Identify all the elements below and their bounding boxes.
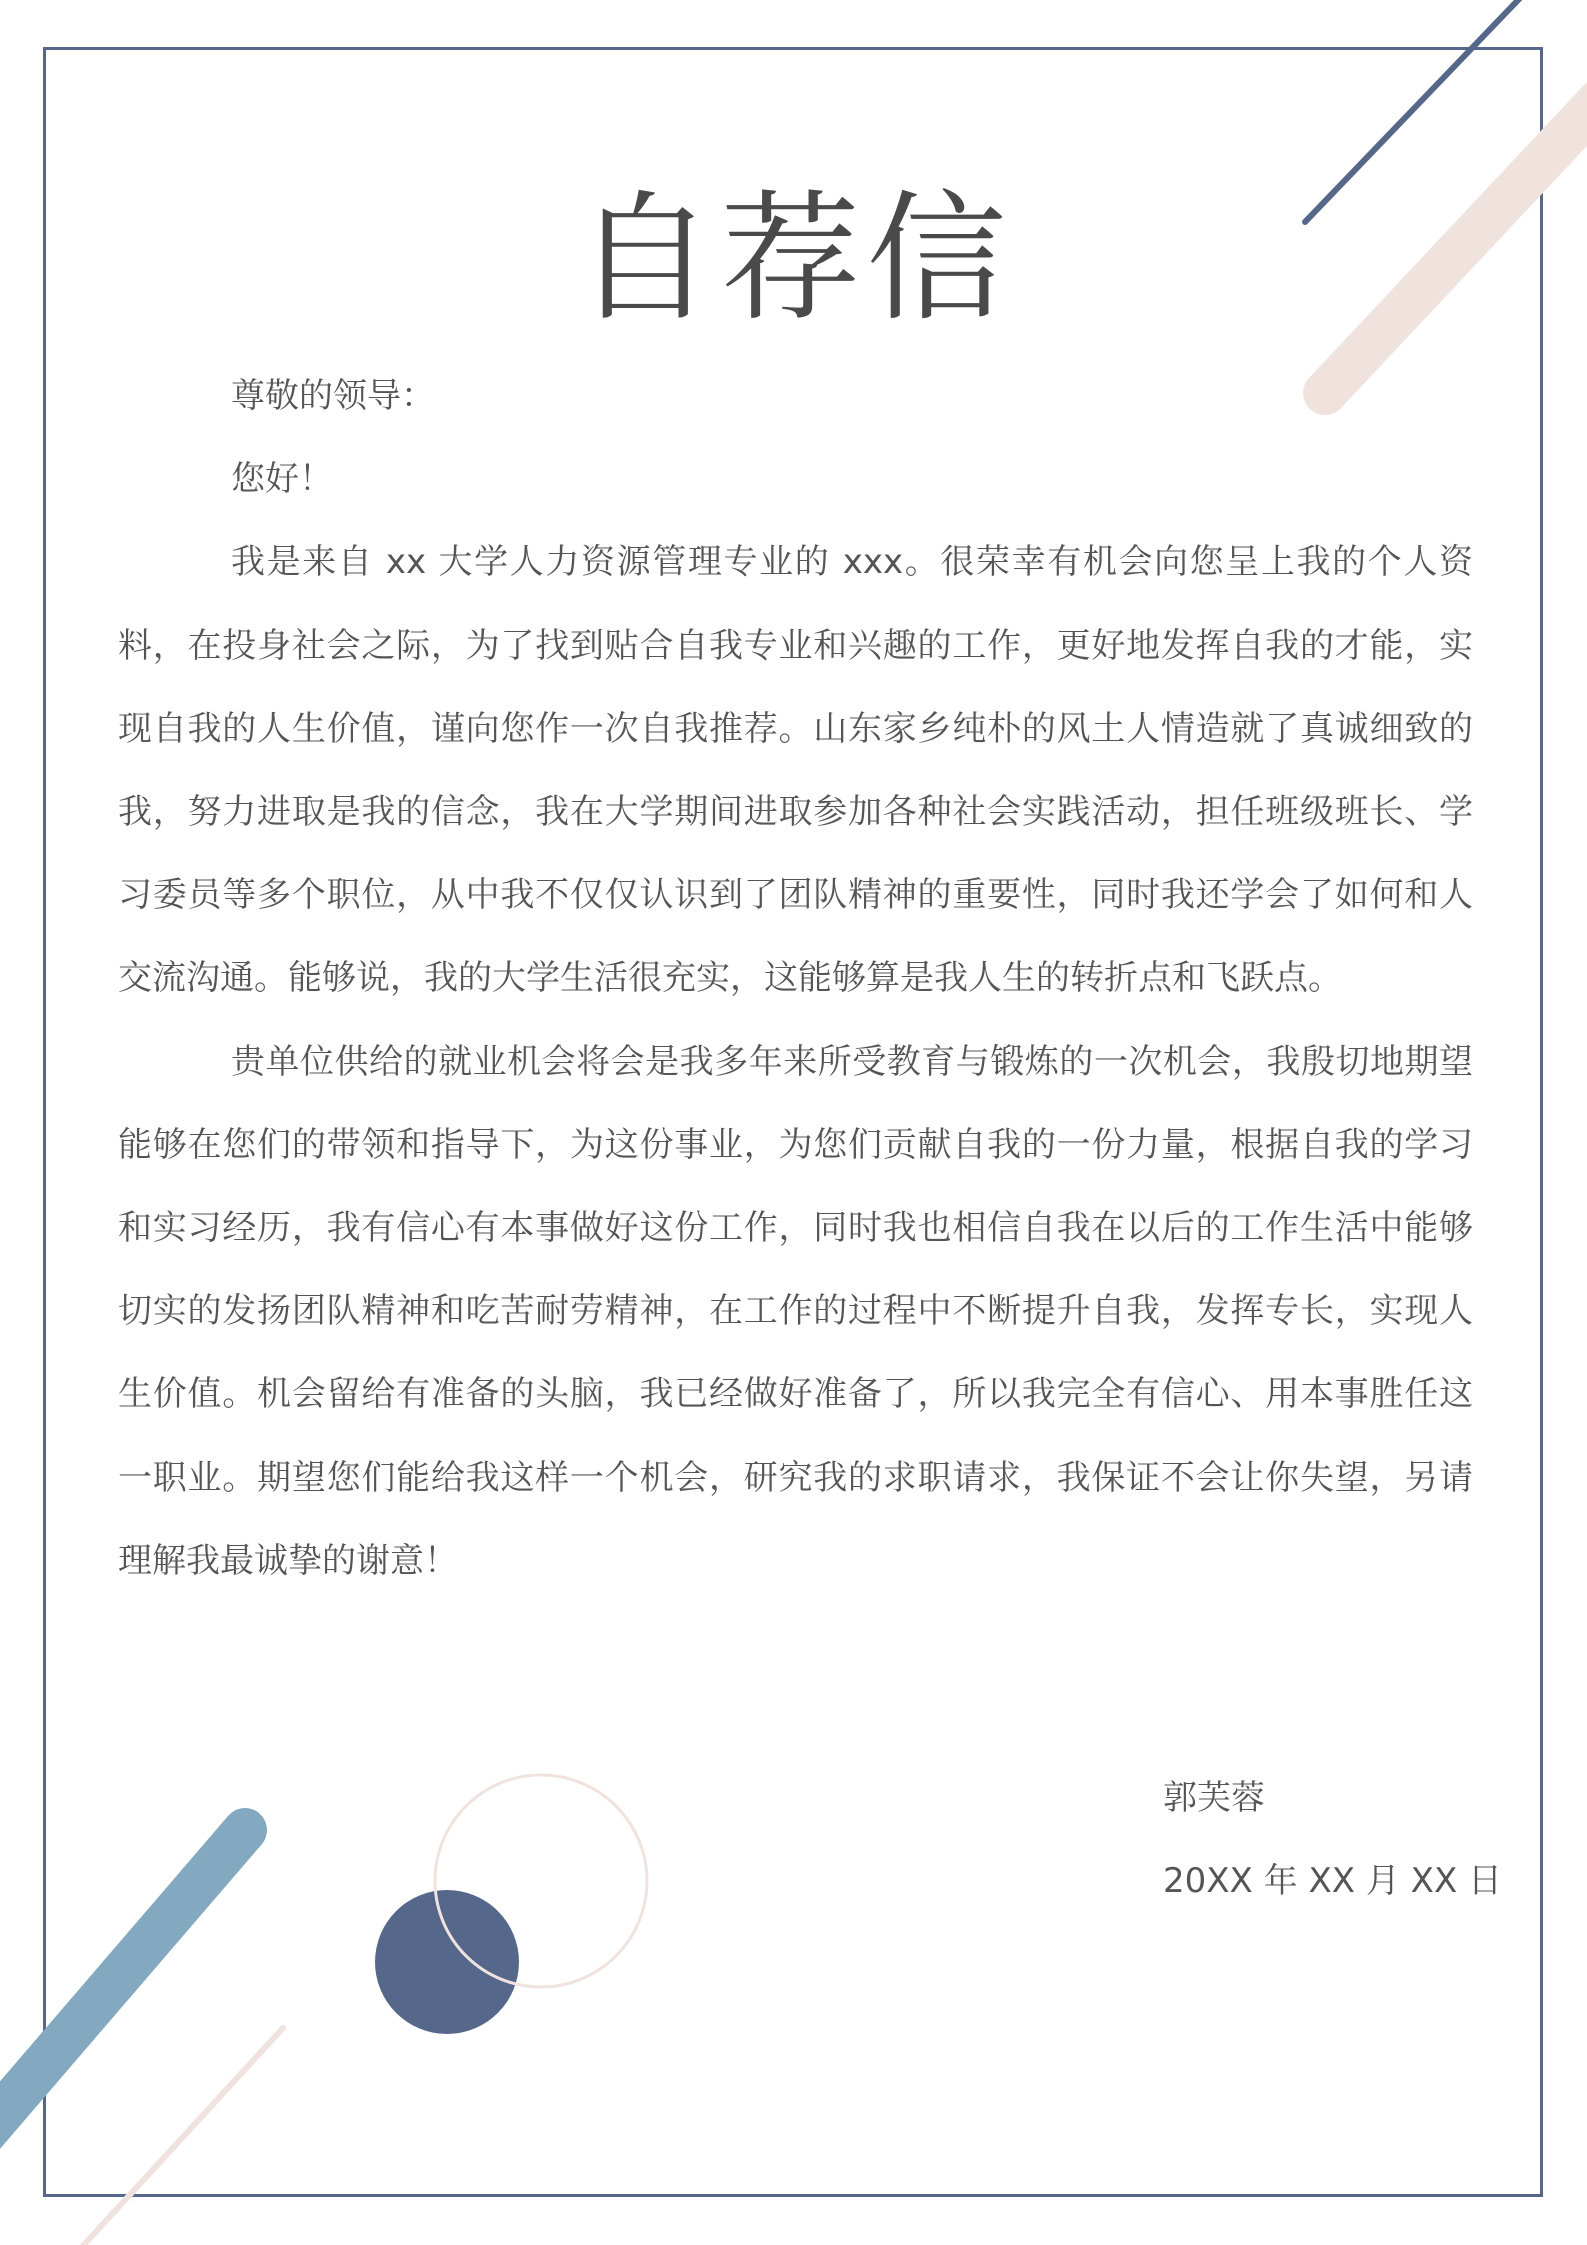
blush-outline-circle xyxy=(435,1775,647,1987)
blue-diagonal-bar xyxy=(0,1830,245,2150)
paragraph-closing: 贵单位供给的就业机会将会是我多年来所受教育与锻炼的一次机会，我殷切地期望能够在您们的带领和指导下，为这份事业，为您们贡献自我的一份力量，根据自我的学习和实习经历，我有信心有本事做好这份工作，同时我也相信自我在以后的工作生活中能够切实的发扬团队精神和吃苦耐劳精神，在工作的过程中不断提升自我，发挥专长，实现人生价值。机会留给有准备的头脑，我已经做好准备了，所以我完全有信心、用本事胜任这一职业。期望您们能给我这样一个机会，研究我的求职请求，我保证不会让你失望，另请理解我最诚挚的谢意！ xyxy=(118,1041,1473,1581)
page-title: 自荐信 xyxy=(574,178,1013,341)
navy-circle xyxy=(375,1890,519,2034)
letter-body xyxy=(118,355,1473,1603)
blush-diagonal-line xyxy=(70,2028,283,2245)
signature-date: 20XX 年 XX 月 XX 日 xyxy=(1163,1861,1503,1902)
greeting: 您好！ xyxy=(231,459,333,500)
salutation: 尊敬的领导： xyxy=(231,376,435,416)
signature-block xyxy=(1163,1757,1502,1923)
paragraph-introduction: 我是来自 xx 大学人力资源管理专业的 xxx。很荣幸有机会向您呈上我的个人资料，在投身社会之际，为了找到贴合自我专业和兴趣的工作，更好地发挥自我的才能，实现自我的人生价值，谨向您作一次自我推荐。山东家乡纯朴的风土人情造就了真诚细致的我，努力进取是我的信念，我在大学期间进取参加各种社会实践活动，担任班级班长、学习委员等多个职位，从中我不仅仅认识到了团队精神的重要性，同时我还学会了如何和人交流沟通。能够说，我的大学生活很充实，这能够算是我人生的转折点和飞跃点。 xyxy=(118,542,1473,999)
signature-name: 郭芙蓉 xyxy=(1163,1778,1265,1818)
